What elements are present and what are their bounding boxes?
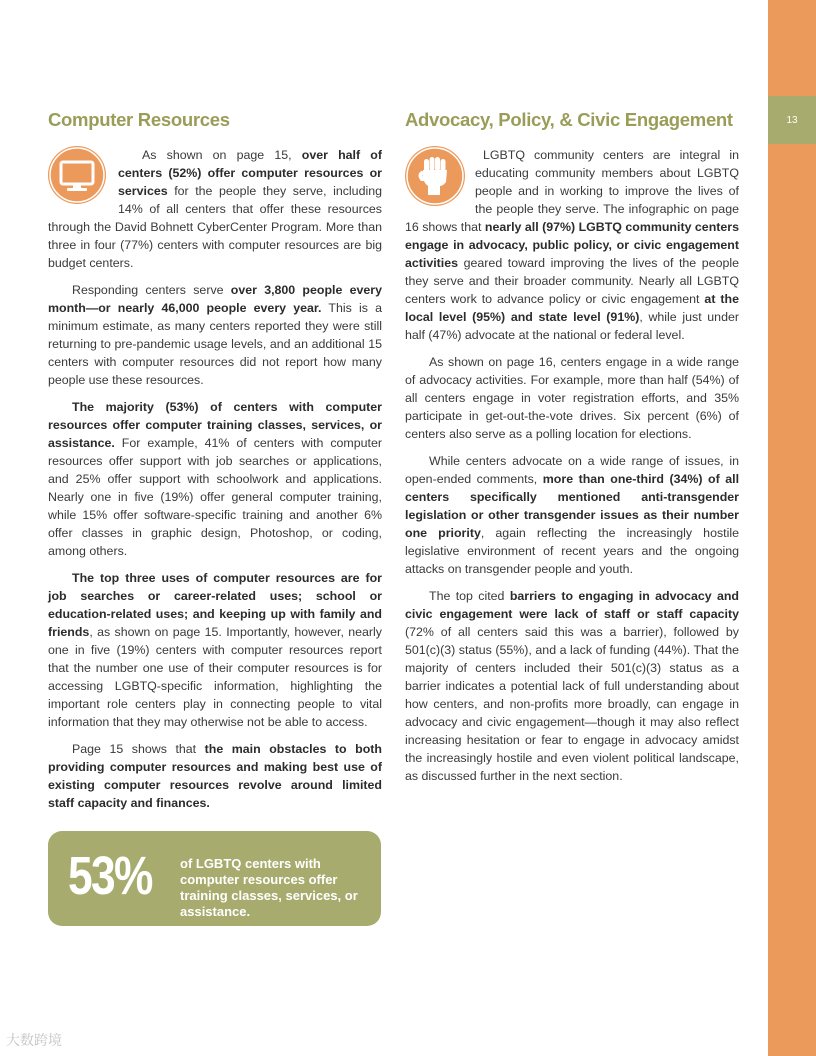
left-column: [48, 108, 382, 821]
right-paragraph-3: While centers advocate on a wide range of issues, in open-ended comments, more than one-third (34%) of all centers specifically mentioned anti-transgender legislation or other transgender issues as their number one priority, again reflecting the increasingly hostile legislative environment of recent years and the ongoing attacks on transgender people and youth.: [405, 454, 740, 576]
left-paragraph-4: The top three uses of computer resources are for job searches or career-related uses; school or education-related uses; and keeping up with family and friends, as shown on page 15. Importantly, however, nearly one in five (19%) centers with computer resources report that the number one use of their computer resources is for accessing LGBTQ-specific information, highlighting the important role centers play in connecting people to vital information that they may otherwise not be able to access.: [48, 571, 382, 729]
computer-resources-heading: Computer Resources: [48, 109, 230, 130]
advocacy-heading: Advocacy, Policy, & Civic Engagement: [405, 109, 733, 130]
stat-description: of LGBTQ centers with computer resources offer training classes, services, or assistance.: [180, 856, 358, 919]
stat-callout-box: [48, 831, 381, 926]
left-paragraph-1: As shown on page 15, over half of centers (52%) offer computer resources or services for the people they serve, including 14% of all centers that offer these resources through the David Bohnett CyberCenter Program. More than three in four (77%) centers with computer resources are big budget centers.: [48, 148, 383, 270]
left-paragraph-2: Responding centers serve over 3,800 people every month—or nearly 46,000 people every year. This is a minimum estimate, as many centers reported they were still returning to pre-pandemic usage levels, and an additional 15 centers with computer resources did not report how many people use these resources.: [48, 283, 382, 387]
left-paragraph-5: Page 15 shows that the main obstacles to both providing computer resources and making best use of existing computer resources revolve around limited staff capacity and finances.: [48, 742, 382, 810]
right-column: [405, 108, 739, 794]
right-paragraph-2: As shown on page 16, centers engage in a wide range of advocacy activities. For example, more than half (54%) of all centers engage in voter registration efforts, and 35% participate in get-out-the-vote drives. Six percent (6%) of centers also serve as a polling location for elections.: [405, 355, 739, 441]
page-number-tab: [768, 96, 816, 144]
computer-monitor-icon: [48, 146, 106, 204]
left-paragraph-3: The majority (53%) of centers with computer resources offer computer training classes, services, or assistance. For example, 41% of centers with computer resources offer support with job searches or applications, and 25% offer support with schoolwork and applications. Nearly one in five (19%) offer general computer training, while 15% offer software-specific training and another 6% offer classes in graphic design, Photoshop, or coding, among others.: [48, 400, 382, 558]
right-paragraph-1: LGBTQ community centers are integral in educating community members about LGBTQ people and in working to improve the lives of the people they serve. The infographic on page 16 shows that nearly all (97%) LGBTQ community centers engage in advocacy, public policy, or civic engagement activities geared toward improving the lives of the people they serve and their broader community. Nearly all LGBTQ centers work to advance policy or civic engagement at the local level (95%) and state level (91%), while just under half (47%) advocate at the national or federal level.: [405, 148, 739, 342]
right-paragraph-4: The top cited barriers to engaging in advocacy and civic engagement were lack of staff or staff capacity (72% of all centers said this was a barrier), followed by 501(c)(3) status (55%), and a lack of funding (44%). That the majority of centers included their 501(c)(3) status as a barrier indicates a potential lack of full understanding about how centers, and non-profits more broadly, can engage in advocacy and civic engagement—though it may also reflect increasing hesitation or fear to engage in advocacy amidst the increasingly hostile and even violent political landscape, as discussed further in the next section.: [405, 589, 740, 783]
side-color-bar: [768, 0, 816, 1056]
page-number: 13: [786, 114, 798, 126]
raised-fist-icon: [405, 146, 465, 206]
watermark: 大数跨境: [6, 1032, 62, 1048]
stat-percentage: 53%: [68, 846, 152, 906]
